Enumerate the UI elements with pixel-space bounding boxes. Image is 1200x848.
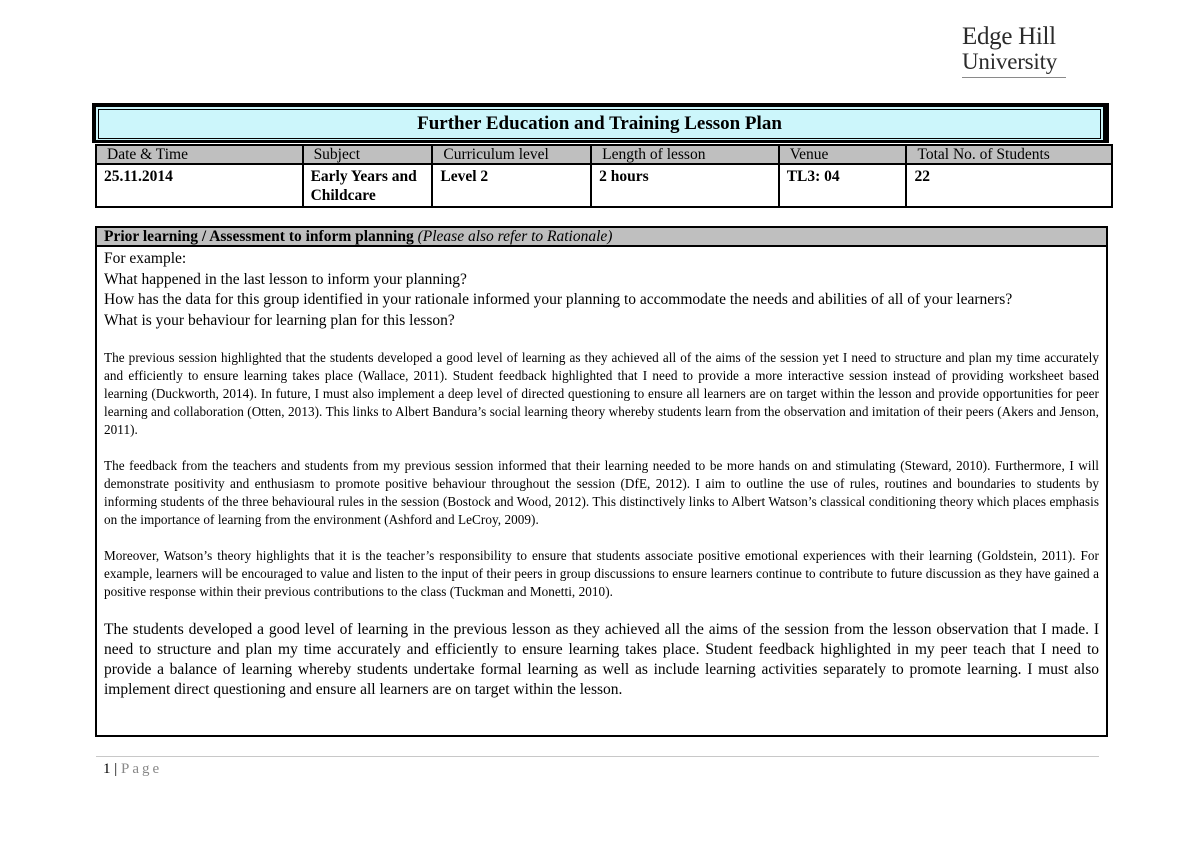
header-total-students: Total No. of Students [906,145,1112,164]
prior-heading-note: (Please also refer to Rationale) [417,228,613,245]
university-logo [962,24,1068,78]
response-paragraph-text: Moreover, Watson’s theory highlights that it is the teacher’s responsibility to ensure that students associate positive emotional experiences with their learning (Goldstein, 2011). For example, learners will be encouraged to value and listen to the input of their peers in group discussions to ensure learners continue to contribute to future discussion as they have gained a positive response within their previous contributions to the class (Tuckman and Monetti, 2010). [104,548,1099,599]
prior-learning-body [97,247,1106,700]
logo-line-1: Edge Hill [962,23,1056,50]
logo-line-2: University [962,49,1058,74]
value-venue: TL3: 04 [779,164,907,207]
prior-learning-heading [97,228,1106,247]
info-header-row [96,145,1112,164]
guidance-question: What is your behaviour for learning plan for this lesson? [104,311,455,329]
response-paragraph-text: The previous session highlighted that the students developed a good level of learning as they achieved all of the aims of the session yet I need to structure and plan my time accurately and efficiently to ensure learning takes place (Wallace, 2011). Student feedback highlighted that I need to provide a more interactive session instead of providing worksheet based learning (Duckworth, 2014). In future, I must also implement a deep level of directed questioning to ensure all learners are on target within the lesson and provide opportunities for peer learning and collaboration (Otten, 2013). This links to Albert Bandura’s social learning theory whereby students learn from the observation and imitation of their peers (Akers and Jenson, 2011). [104,350,1099,437]
page-label: Page [121,761,163,777]
value-subject: Early Years and Childcare [303,164,433,207]
summary-paragraph: The students developed a good level of learning in the previous lesson as they achieved all the aims of the session from the lesson observation that I made. I need to structure and plan my time accurately and efficiently to ensure learning takes place. Student feedback highlighted in my peer teach that I need to provide a balance of learning whereby students undertake formal learning as well as include learning activities separately to promote learning. I must also implement direct questioning and ensure all learners are on target within the lesson. [104,621,1099,698]
page-footer [103,761,162,778]
response-paragraph [104,349,1099,439]
logo-underline [962,77,1066,78]
guidance-question: For example: [104,250,187,267]
response-paragraph-text: The feedback from the teachers and students from my previous session informed that their learning needed to be more hands on and stimulating (Steward, 2010). Furthermore, I will demonstrate positivity and enthusiasm to promote positive behaviour throughout the session (DfE, 2012). I aim to outline the use of rules, routines and boundaries to students by informing students of the three behavioural rules in the session (Bostock and Wood, 2012). This distinctively links to Albert Watson’s classical conditioning theory which places emphasis on the importance of learning from the environment (Ashford and LeCroy, 2009). [104,458,1099,527]
page-title: Further Education and Training Lesson Plan [98,109,1101,139]
value-length: 2 hours [591,164,779,207]
header-subject: Subject [303,145,433,164]
header-length: Length of lesson [591,145,779,164]
guidance-question: What happened in the last lesson to inform your planning? [104,270,467,288]
info-value-row [96,164,1112,207]
prior-learning-section [95,226,1108,737]
header-venue: Venue [779,145,907,164]
title-banner [92,103,1109,143]
value-curriculum-level: Level 2 [432,164,591,207]
response-paragraph [104,547,1099,601]
value-date-time: 25.11.2014 [96,164,303,207]
footer-divider [96,756,1099,757]
prior-heading-text: Prior learning / Assessment to inform planning [104,228,414,245]
guidance-question: How has the data for this group identified in your rationale informed your planning to accommodate the needs and abilities of all of your learners? [104,291,1013,308]
response-paragraph [104,457,1099,529]
header-curriculum-level: Curriculum level [432,145,591,164]
header-date-time: Date & Time [96,145,303,164]
page-number: 1 [103,761,111,777]
lesson-info-table [95,144,1113,208]
value-total-students: 22 [906,164,1112,207]
footer-separator: | [114,761,118,777]
